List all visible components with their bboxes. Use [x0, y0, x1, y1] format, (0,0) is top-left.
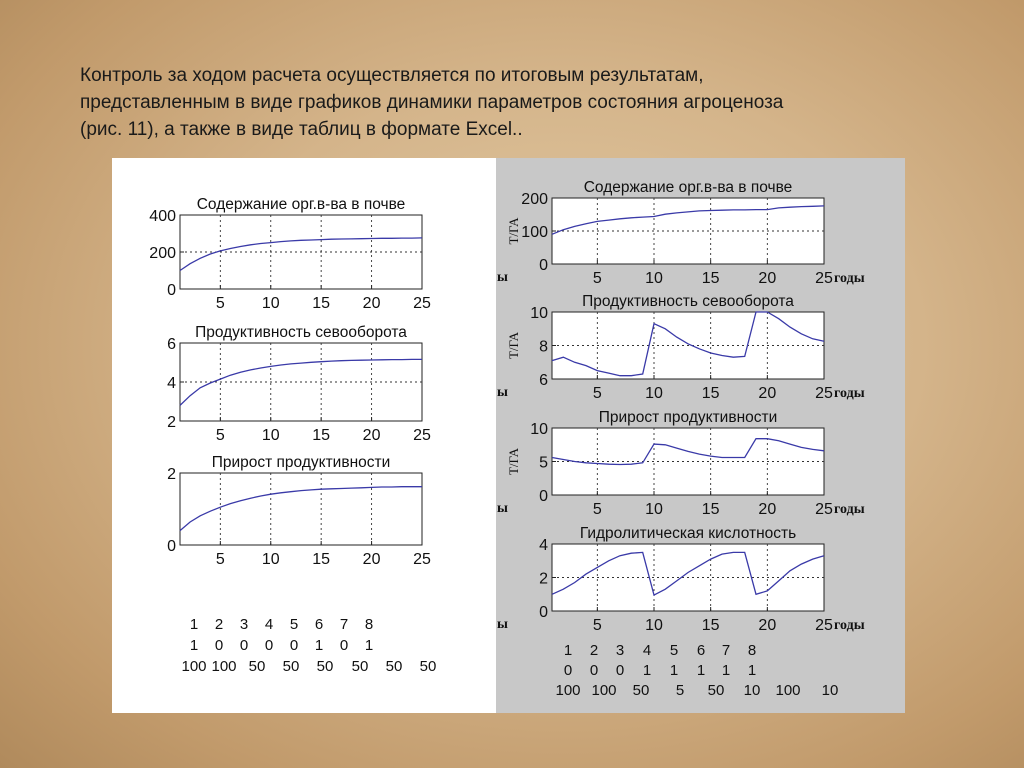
y-tick-label: 2: [167, 466, 176, 483]
x-axis-label: годы: [834, 618, 865, 633]
right-table-cell: 100: [591, 682, 617, 699]
left-table-cell: 8: [364, 616, 374, 633]
right-table-cell: 1: [721, 662, 731, 679]
intro-line-2: представленным в виде графиков динамики параметров состояния агроценоза: [80, 92, 784, 113]
left-table-cell: 5: [289, 616, 299, 633]
x-tick-label: 25: [413, 551, 431, 568]
x-tick-label: 15: [701, 501, 720, 518]
y-tick-label: 0: [539, 488, 548, 505]
right-table-cell: 2: [589, 642, 599, 659]
x-tick-label: 10: [261, 295, 280, 312]
right-table-cell: 1: [669, 662, 679, 679]
y-tick-label: 0: [167, 538, 176, 555]
right-table-cell: 8: [747, 642, 757, 659]
y-tick-label: 8: [539, 338, 548, 356]
figure-charts: [112, 158, 905, 713]
right-table-cell: 1: [696, 662, 706, 679]
x-tick-label: 10: [261, 551, 280, 568]
x-tick-label: 25: [413, 295, 431, 312]
x-tick-label: 25: [815, 617, 833, 634]
left-table-cell: 1: [189, 616, 199, 633]
y-tick-label: 100: [521, 224, 548, 241]
left-table-cell: 50: [351, 658, 369, 675]
left-table-cell: 0: [264, 637, 274, 654]
intro-line-3: (рис. 11), а также в виде таблиц в формате Excel..: [80, 119, 523, 140]
right-table-cell: 50: [632, 682, 650, 699]
x-tick-label: 5: [215, 551, 225, 568]
x-tick-label: 10: [261, 427, 280, 444]
right-table-cell: 0: [589, 662, 599, 679]
x-tick-label: 5: [215, 427, 225, 444]
right-table-cell: 1: [747, 662, 757, 679]
right-table-cell: 5: [675, 682, 685, 699]
x-tick-label: 20: [758, 501, 777, 518]
y-tick-label: 0: [167, 282, 176, 299]
left-table-cell: 50: [385, 658, 403, 675]
left-table-cell: 6: [314, 616, 324, 633]
x-tick-label: 5: [592, 501, 602, 518]
y-tick-label: 10: [530, 305, 548, 322]
left-table-cell: 1: [314, 637, 324, 654]
right-table-cell: 0: [615, 662, 625, 679]
x-tick-label: 10: [645, 385, 663, 402]
left-table-cell: 0: [289, 637, 299, 654]
x-tick-label: 10: [645, 501, 663, 518]
left-table-cell: 100: [181, 658, 207, 675]
x-axis-label: годы: [834, 271, 865, 286]
x-tick-label: 5: [592, 617, 602, 634]
y-tick-label: 5: [539, 454, 548, 472]
clipped-axis-fragment: ы: [497, 501, 508, 516]
clipped-axis-fragment: ы: [497, 617, 508, 632]
x-tick-label: 20: [758, 385, 777, 402]
y-tick-label: 2: [539, 570, 548, 588]
right-table-cell: 5: [669, 642, 679, 659]
right-table-cell: 4: [642, 642, 652, 659]
left-table-cell: 0: [214, 637, 224, 654]
clipped-axis-fragment: ы: [497, 270, 508, 285]
intro-line-1: Контроль за ходом расчета осуществляется по итоговым результатам,: [80, 65, 704, 86]
chart-title: Содержание орг.в-ва в почве: [583, 179, 793, 196]
chart-title: Продуктивность севооборота: [582, 293, 794, 310]
y-tick-label: 10: [530, 421, 548, 438]
intro-text: [80, 62, 960, 143]
x-axis-label: годы: [834, 502, 865, 517]
left-table-cell: 1: [364, 637, 374, 654]
left-table-cell: 100: [211, 658, 237, 675]
x-tick-label: 15: [701, 270, 720, 287]
x-tick-label: 15: [312, 295, 331, 312]
y-axis-label: Т/ГА: [506, 217, 521, 245]
y-axis-label: Т/ГА: [506, 447, 521, 476]
x-tick-label: 15: [701, 617, 720, 634]
left-table-cell: 50: [282, 658, 300, 675]
right-table-cell: 6: [696, 642, 706, 659]
x-tick-label: 20: [362, 551, 381, 568]
x-tick-label: 10: [645, 270, 663, 287]
figure-panel: [112, 158, 905, 713]
y-tick-label: 4: [167, 375, 176, 392]
y-tick-label: 2: [167, 414, 176, 431]
x-tick-label: 5: [215, 295, 225, 312]
left-table-cell: 0: [339, 637, 349, 654]
x-tick-label: 20: [362, 295, 381, 312]
y-tick-label: 0: [539, 257, 548, 274]
x-tick-label: 25: [815, 270, 833, 287]
left-table-cell: 4: [264, 616, 274, 633]
y-tick-label: 200: [149, 245, 176, 262]
x-tick-label: 10: [645, 617, 663, 634]
right-table-cell: 10: [743, 682, 761, 699]
y-tick-label: 200: [521, 191, 548, 208]
right-table-cell: 50: [707, 682, 725, 699]
chart-title: Продуктивность севооборота: [195, 324, 407, 341]
left-table-cell: 7: [339, 616, 349, 633]
left-table-cell: 50: [248, 658, 266, 675]
x-tick-label: 25: [815, 385, 833, 402]
x-tick-label: 25: [815, 501, 833, 518]
right-table-cell: 3: [615, 642, 625, 659]
left-table-cell: 0: [239, 637, 249, 654]
left-table-cell: 3: [239, 616, 249, 633]
chart-title: Прирост продуктивности: [598, 409, 778, 426]
x-tick-label: 25: [413, 427, 431, 444]
x-axis-label: годы: [834, 386, 865, 401]
x-tick-label: 20: [758, 617, 777, 634]
x-tick-label: 20: [758, 270, 777, 287]
left-table-cell: 50: [419, 658, 437, 675]
right-table-cell: 100: [555, 682, 581, 699]
x-tick-label: 5: [592, 385, 602, 402]
clipped-axis-fragment: ы: [497, 385, 508, 400]
y-tick-label: 6: [539, 372, 548, 389]
y-axis-label: Т/ГА: [506, 331, 521, 360]
chart-title: Содержание орг.в-ва в почве: [196, 196, 406, 213]
y-tick-label: 400: [149, 208, 176, 225]
right-table-cell: 0: [563, 662, 573, 679]
right-table-cell: 10: [821, 682, 839, 699]
x-tick-label: 20: [362, 427, 381, 444]
x-tick-label: 15: [701, 385, 720, 402]
x-tick-label: 15: [312, 551, 331, 568]
right-table-cell: 7: [721, 642, 731, 659]
right-table-cell: 1: [642, 662, 652, 679]
left-table-cell: 1: [189, 637, 199, 654]
right-table-cell: 100: [775, 682, 801, 699]
y-tick-label: 4: [539, 537, 548, 554]
x-tick-label: 5: [592, 270, 602, 287]
left-table-cell: 50: [316, 658, 334, 675]
right-table-cell: 1: [563, 642, 573, 659]
x-tick-label: 15: [312, 427, 331, 444]
y-tick-label: 6: [167, 336, 176, 353]
left-table-cell: 2: [214, 616, 224, 633]
y-tick-label: 0: [539, 604, 548, 621]
chart-title: Гидролитическая кислотность: [579, 525, 797, 542]
chart-title: Прирост продуктивности: [211, 454, 391, 471]
